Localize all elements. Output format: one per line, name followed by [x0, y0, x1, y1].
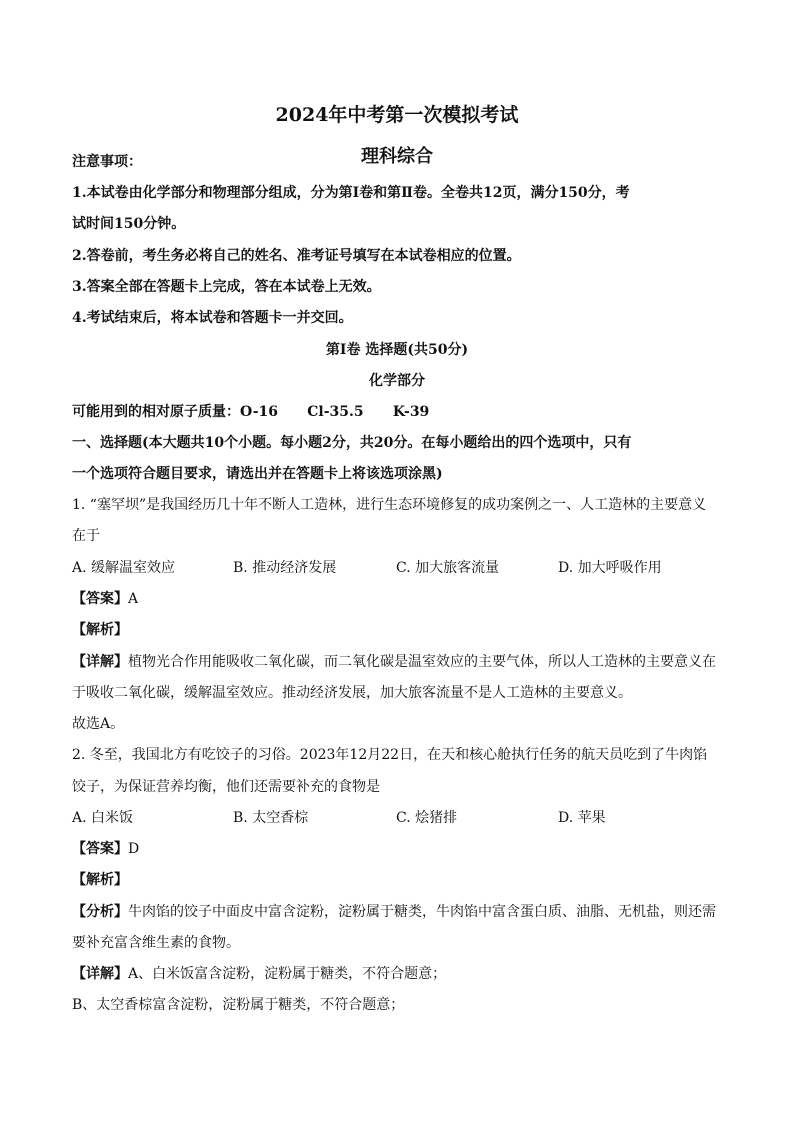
- q2-fenxi: [72, 901, 722, 921]
- volume-heading: 第Ⅰ卷 选择题(共50分): [325, 342, 469, 358]
- notice-item-2: 2.答卷前，考生务必将自己的姓名、准考证号填写在本试卷相应的位置。: [72, 248, 521, 264]
- q2-stem: 2. 冬至，我国北方有吃饺子的习俗。2023年12月22日，在天和核心舱执行任务的航天员吃到了牛肉馅: [72, 747, 708, 763]
- q2-option-c: C. 烩猪排: [396, 810, 458, 826]
- q1-option-a: A. 缓解温室效应: [72, 560, 176, 576]
- notice-item-1-cont: 试时间150分钟。: [72, 216, 186, 232]
- q2-option-a: A. 白米饭: [72, 810, 134, 826]
- q1-stem: 1. “塞罕坝”是我国经历几十年不断人工造林，进行生态环境修复的成功案例之一、人工造林的主要意义: [72, 497, 707, 513]
- answer-value: D: [128, 841, 140, 857]
- q1-stem-cont: 在于: [72, 528, 100, 544]
- q1-answer: [72, 588, 722, 608]
- fenxi-tag: 【分析】: [72, 904, 128, 920]
- detail-tag: 【详解】: [72, 654, 128, 670]
- atomic-mass-line: 可能用到的相对原子质量：O-16 Cl-35.5 K-39: [72, 404, 430, 420]
- q1-detail: [72, 651, 722, 671]
- detail-text: A、白米饭富含淀粉，淀粉属于糖类，不符合题意；: [128, 966, 447, 982]
- answer-tag: 【答案】: [72, 841, 128, 857]
- q1-option-b: B. 推动经济发展: [233, 560, 337, 576]
- q1-option-d: D. 加大呼吸作用: [558, 560, 662, 576]
- notice-item-3: 3.答案全部在答题卡上完成，答在本试卷上无效。: [72, 279, 381, 295]
- q2-option-b: B. 太空香棕: [233, 810, 309, 826]
- notice-item-4: 4.考试结束后，将本试卷和答题卡一并交回。: [72, 310, 353, 326]
- detail-tag: 【详解】: [72, 966, 128, 982]
- q2-option-d: D. 苹果: [558, 810, 606, 826]
- q2-analysis-tag: 【解析】: [72, 872, 128, 888]
- q2-answer: [72, 838, 722, 858]
- answer-tag: 【答案】: [72, 591, 128, 607]
- q1-option-c: C. 加大旅客流量: [396, 560, 500, 576]
- notice-heading: 注意事项：: [72, 154, 142, 170]
- q2-detail-cont: B、太空香棕富含淀粉，淀粉属于糖类，不符合题意；: [72, 997, 405, 1013]
- q2-detail: [72, 963, 722, 983]
- notice-item-1: 1.本试卷由化学部分和物理部分组成，分为第Ⅰ卷和第Ⅱ卷。全卷共12页，满分150分，考: [72, 185, 630, 201]
- q2-stem-cont: 饺子，为保证营养均衡，他们还需要补充的食物是: [72, 779, 380, 795]
- q1-analysis-tag: 【解析】: [72, 622, 128, 638]
- exam-title: 2024年中考第一次模拟考试: [275, 104, 519, 126]
- exam-subject: 理科综合: [361, 146, 433, 167]
- fenxi-text: 牛肉馅的饺子中面皮中富含淀粉，淀粉属于糖类，牛肉馅中富含蛋白质、油脂、无机盐，则还需: [128, 904, 716, 920]
- answer-value: A: [128, 591, 139, 607]
- section-instruction-cont: 一个选项符合题目要求，请选出并在答题卡上将该选项涂黑): [72, 466, 443, 482]
- part-heading: 化学部分: [369, 373, 425, 389]
- q1-conclusion: 故选A。: [72, 716, 125, 732]
- q2-fenxi-cont: 要补充富含维生素的食物。: [72, 935, 240, 951]
- detail-text: 植物光合作用能吸收二氧化碳，而二氧化碳是温室效应的主要气体，所以人工造林的主要意义在: [128, 654, 716, 670]
- q1-detail-cont: 于吸收二氧化碳，缓解温室效应。推动经济发展，加大旅客流量不是人工造林的主要意义。: [72, 685, 632, 701]
- section-instruction: 一、选择题(本大题共10个小题。每小题2分，共20分。在每小题给出的四个选项中，只有: [72, 435, 632, 451]
